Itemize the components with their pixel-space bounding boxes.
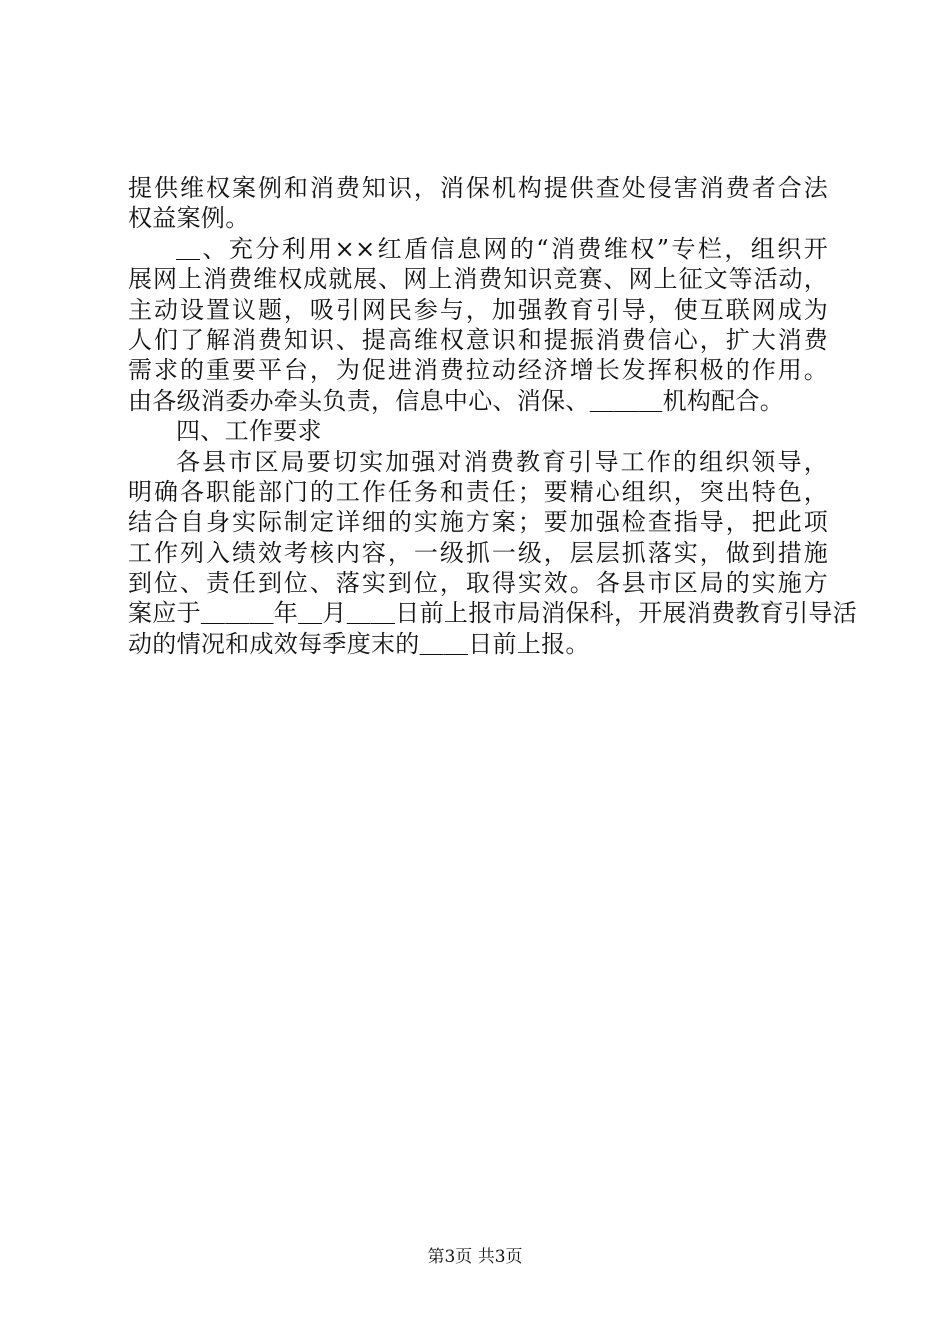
- text-line: 结合自身实际制定详细的实施方案；要加强检查指导，把此项: [128, 508, 828, 537]
- text-line: 动的情况和成效每季度末的＿＿日前上报。: [128, 629, 590, 658]
- paragraph-start-line: ＿、充分利用××红盾信息网的“消费维权”专栏，组织开: [176, 234, 828, 263]
- text-line: 主动设置议题，吸引网民参与，加强教育引导，使互联网成为: [128, 295, 828, 324]
- section-heading: 四、工作要求: [176, 417, 322, 446]
- page-footer: 第3页 共3页: [427, 1247, 523, 1267]
- text-line: 人们了解消费知识、提高维权意识和提振消费信心，扩大消费: [128, 325, 828, 354]
- paragraph-start-line: 各县市区局要切实加强对消费教育引导工作的组织领导，: [176, 447, 828, 476]
- text-line: 案应于＿＿＿年＿月＿＿日前上报市局消保科，开展消费教育引导活: [128, 599, 857, 628]
- text-line: 权益案例。: [128, 204, 250, 233]
- text-line: 需求的重要平台，为促进消费拉动经济增长发挥积极的作用。: [128, 356, 828, 385]
- text-line: 提供维权案例和消费知识，消保机构提供查处侵害消费者合法: [128, 174, 828, 202]
- text-line: 展网上消费维权成就展、网上消费知识竞赛、网上征文等活动，: [128, 265, 828, 294]
- text-line: 明确各职能部门的工作任务和责任；要精心组织，突出特色，: [128, 477, 828, 506]
- text-line: 由各级消委办牵头负责，信息中心、消保、＿＿＿机构配合。: [128, 386, 785, 415]
- text-line: 工作列入绩效考核内容，一级抓一级，层层抓落实，做到措施: [128, 538, 828, 567]
- document-body: [128, 173, 857, 659]
- text-line: 到位、责任到位、落实到位，取得实效。各县市区局的实施方: [128, 569, 828, 598]
